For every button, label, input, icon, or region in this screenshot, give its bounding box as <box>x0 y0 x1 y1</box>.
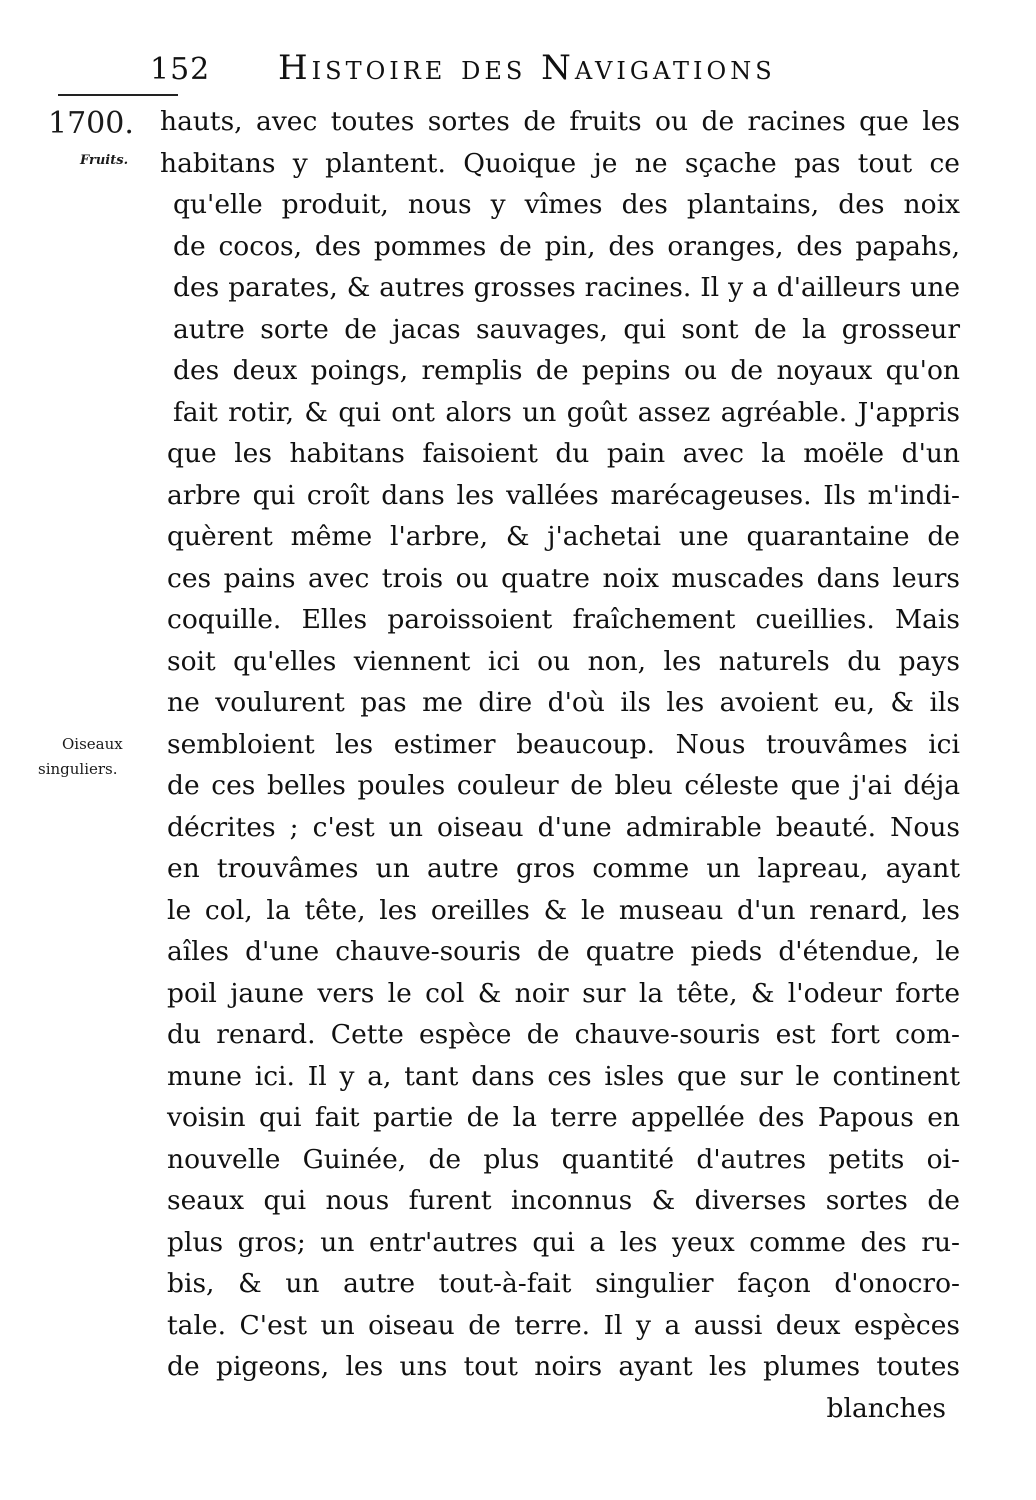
text-line: autre sorte de jacas sauvages, qui sont de la grosseur <box>173 313 960 345</box>
text-line: de ces belles poules couleur de bleu céleste que j'ai déja <box>167 770 960 801</box>
text-line: hauts, avec toutes sortes de fruits ou de racines que les <box>160 106 960 137</box>
running-head <box>150 38 950 98</box>
margin-note-singuliers: singuliers. <box>38 760 118 778</box>
margin-year: 1700. <box>48 106 134 141</box>
margin-note-oiseaux: Oiseaux <box>62 735 123 753</box>
text-line: des parates, & autres grosses racines. Il y a d'ailleurs une <box>173 272 960 303</box>
text-line: poil jaune vers le col & noir sur la tête, & l'odeur forte <box>167 977 960 1009</box>
text-line: arbre qui croît dans les vallées marécageuses. Ils m'indi- <box>167 479 960 511</box>
text-line: en trouvâmes un autre gros comme un lapreau, ayant <box>167 853 960 884</box>
text-line: seaux qui nous furent inconnus & diverses sortes de <box>167 1185 960 1216</box>
text-line: habitans y plantent. Quoique je ne sçache pas tout ce <box>160 147 960 179</box>
text-line: bis, & un autre tout-à-fait singulier façon d'onocro- <box>167 1268 960 1299</box>
text-line: qu'elle produit, nous y vîmes des plantains, des noix <box>173 189 960 220</box>
text-line: des deux poings, remplis de pepins ou de noyaux qu'on <box>173 355 960 386</box>
page-number: 152 <box>150 52 211 87</box>
text-line: plus gros; un entr'autres qui a les yeux comme des ru- <box>167 1226 960 1258</box>
text-line: ne voulurent pas me dire d'où ils les avoient eu, & ils <box>167 687 960 718</box>
text-line: fait rotir, & qui ont alors un goût assez agréable. J'appris <box>173 396 960 428</box>
text-line: décrites ; c'est un oiseau d'une admirable beauté. Nous <box>167 811 960 843</box>
text-line: aîles d'une chauve-souris de quatre pieds d'étendue, le <box>167 936 960 967</box>
running-title: Histoire des Navigations <box>278 48 776 88</box>
text-line: nouvelle Guinée, de plus quantité d'autres petits oi- <box>167 1143 960 1175</box>
text-line: sembloient les estimer beaucoup. Nous trouvâmes ici <box>167 728 960 760</box>
text-line: mune ici. Il y a, tant dans ces isles que sur le continent <box>167 1060 960 1092</box>
text-line: que les habitans faisoient du pain avec la moële d'un <box>167 438 960 469</box>
catchword: blanches <box>826 1392 946 1424</box>
margin-note-fruits: Fruits. <box>80 153 129 168</box>
text-line: soit qu'elles viennent ici ou non, les naturels du pays <box>167 645 960 677</box>
text-line: tale. C'est un oiseau de terre. Il y a aussi deux espèces <box>167 1309 960 1341</box>
text-line: de cocos, des pommes de pin, des oranges, des papahs, <box>173 230 960 262</box>
body-text <box>160 101 960 1429</box>
text-line: ces pains avec trois ou quatre noix muscades dans leurs <box>167 562 960 594</box>
margin-rule <box>58 94 178 96</box>
text-line: le col, la tête, les oreilles & le museau d'un renard, les <box>167 894 960 926</box>
text-line: de pigeons, les uns tout noirs ayant les plumes toutes <box>167 1351 960 1382</box>
text-line: voisin qui fait partie de la terre appellée des Papous en <box>167 1102 960 1133</box>
text-line: du renard. Cette espèce de chauve-souris est fort com- <box>167 1019 960 1050</box>
text-line: coquille. Elles paroissoient fraîchement cueillies. Mais <box>167 604 960 635</box>
text-line: quèrent même l'arbre, & j'achetai une quarantaine de <box>167 521 960 552</box>
